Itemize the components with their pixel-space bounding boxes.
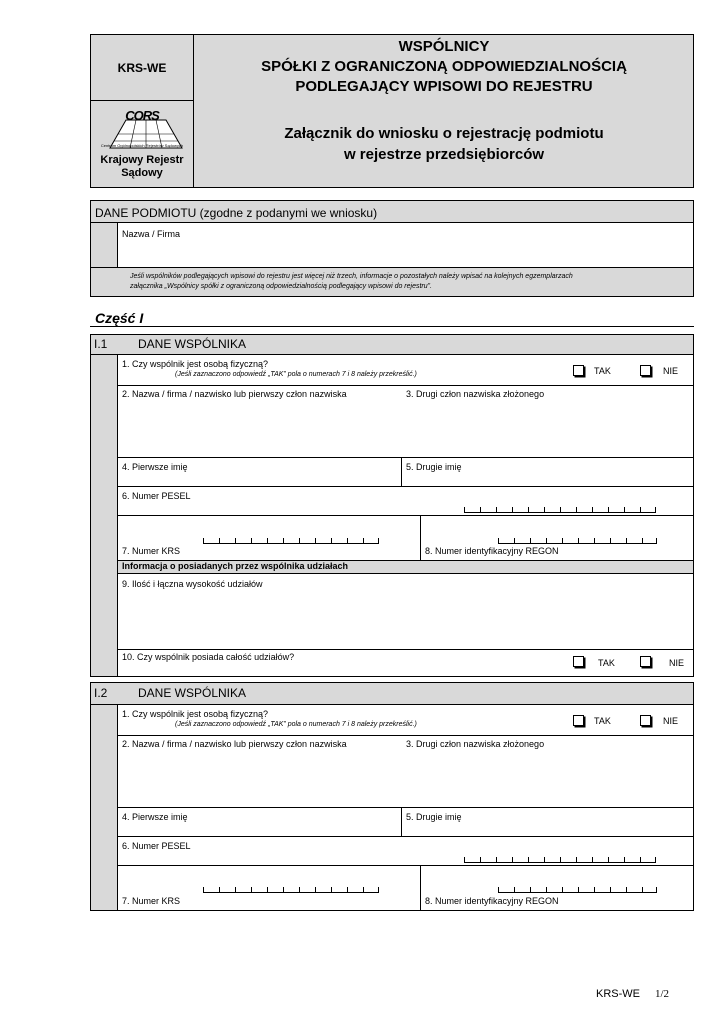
- entity-margin: [91, 223, 117, 267]
- form-subtitle-1: Załącznik do wniosku o rejestrację podmiotu: [284, 125, 604, 142]
- p2-f5-label: 5. Drugie imię: [406, 812, 462, 822]
- p1-pesel-input[interactable]: [464, 507, 656, 513]
- p2-q1-note: (Jeśli zaznaczono odpowiedź „TAK” pola o numerach 7 i 8 należy przekreślić.): [175, 721, 417, 728]
- p1-row-rule: [118, 486, 693, 487]
- p2-f3-label: 3. Drugi człon nazwiska złożonego: [406, 739, 545, 749]
- cors-caption: Centrum Ogólnopolskich Rejestrów Sądowych: [100, 143, 184, 148]
- form-subtitle-2: w rejestrze przedsiębiorców: [343, 146, 545, 163]
- p1-f5-label: 5. Drugie imię: [406, 462, 462, 472]
- form-title-1: WSPÓLNICY: [398, 38, 490, 55]
- p1-shares-title: Informacja o posiadanych przez wspólnika udziałach: [122, 561, 349, 571]
- p1-q10-yes-checkbox[interactable]: [573, 656, 584, 667]
- p1-f7-label: 7. Numer KRS: [122, 546, 181, 556]
- p2-f7-label: 7. Numer KRS: [122, 896, 181, 906]
- registry-name-1: Krajowy Rejestr: [100, 154, 184, 166]
- entity-section-title: DANE PODMIOTU (zgodne z podanymi we wniosku): [95, 206, 378, 220]
- p1-row-rule: [118, 649, 693, 650]
- p2-q1-yes-label: TAK: [594, 716, 611, 726]
- p1-q10-no-checkbox[interactable]: [640, 656, 651, 667]
- p2-f4-label: 4. Pierwsze imię: [122, 812, 188, 822]
- p1-q1-yes-checkbox[interactable]: [573, 365, 584, 376]
- p1-q1-yes-label: TAK: [594, 366, 611, 376]
- entity-name-label: Nazwa / Firma: [122, 229, 181, 239]
- p2-q1-yes-checkbox[interactable]: [573, 715, 584, 726]
- partner-1-title: DANE WSPÓLNIKA: [138, 337, 247, 351]
- registry-name-2: Sądowy: [121, 167, 163, 179]
- entity-note-line1: Jeśli wspólników podlegających wpisowi do rejestru jest więcej niż trzech, informacje o pozostałych należy wpisać na kolejnych egzemplarzach: [130, 273, 573, 280]
- p1-f10-label: 10. Czy wspólnik posiada całość udziałów?: [122, 652, 295, 662]
- partner-2-margin: [91, 705, 117, 910]
- p2-q1-label: 1. Czy wspólnik jest osobą fizyczną?: [122, 709, 269, 719]
- p2-krs-input[interactable]: [203, 887, 379, 893]
- p1-q10-no-label: NIE: [669, 658, 685, 668]
- p2-pesel-input[interactable]: [464, 857, 656, 863]
- p1-f8-label: 8. Numer identyfikacyjny REGON: [425, 546, 559, 556]
- p1-regon-input[interactable]: [498, 538, 657, 544]
- p2-f2-label: 2. Nazwa / firma / nazwisko lub pierwszy człon nazwiska: [122, 739, 347, 749]
- p1-f4-label: 4. Pierwsze imię: [122, 462, 188, 472]
- part-title: Część I: [95, 310, 144, 326]
- part-title-rule: [90, 326, 694, 327]
- footer-page: 1/2: [655, 988, 670, 1000]
- p1-q1-no-checkbox[interactable]: [640, 365, 651, 376]
- p2-col-rule: [420, 865, 421, 910]
- p2-q1-no-label: NIE: [663, 716, 679, 726]
- p2-row-rule: [118, 865, 693, 866]
- p2-row-rule: [118, 836, 693, 837]
- entity-name-field[interactable]: [118, 223, 693, 267]
- partner-1-number: I.1: [94, 337, 108, 351]
- p1-row-rule: [118, 515, 693, 516]
- p2-q1-no-checkbox[interactable]: [640, 715, 651, 726]
- partner-1-margin: [91, 355, 117, 676]
- entity-note-box: [91, 267, 693, 296]
- partner-2-title: DANE WSPÓLNIKA: [138, 686, 247, 700]
- p1-q10-yes-label: TAK: [598, 658, 615, 668]
- form-code: KRS-WE: [117, 61, 167, 75]
- p1-q1-note: (Jeśli zaznaczono odpowiedź „TAK” pola o numerach 7 i 8 należy przekreślić.): [175, 371, 417, 378]
- p1-f3-label: 3. Drugi człon nazwiska złożonego: [406, 389, 545, 399]
- p1-f9-label: 9. Ilość i łączna wysokość udziałów: [122, 579, 263, 589]
- form-title-2: SPÓŁKI Z OGRANICZONĄ ODPOWIEDZIALNOŚCIĄ: [261, 58, 627, 75]
- p1-q1-label: 1. Czy wspólnik jest osobą fizyczną?: [122, 359, 269, 369]
- p1-f2-label: 2. Nazwa / firma / nazwisko lub pierwszy człon nazwiska: [122, 389, 347, 399]
- p1-krs-input[interactable]: [203, 538, 379, 544]
- p1-q1-no-label: NIE: [663, 366, 679, 376]
- entity-note-line2: załącznika „Wspólnicy spółki z ograniczoną odpowiedzialnością podlegający wpisowi do rejestru”.: [130, 283, 432, 290]
- p1-col-rule: [420, 515, 421, 560]
- p2-f8-label: 8. Numer identyfikacyjny REGON: [425, 896, 559, 906]
- p1-f6-label: 6. Numer PESEL: [122, 491, 191, 501]
- p2-regon-input[interactable]: [498, 887, 657, 893]
- header-left-divider: [90, 100, 194, 101]
- form-title-3: PODLEGAJĄCY WPISOWI DO REJESTRU: [295, 78, 593, 95]
- p2-f6-label: 6. Numer PESEL: [122, 841, 191, 851]
- partner-2-number: I.2: [94, 686, 108, 700]
- cors-logo-text: CORS: [125, 108, 159, 123]
- footer-code: KRS-WE: [596, 988, 640, 1000]
